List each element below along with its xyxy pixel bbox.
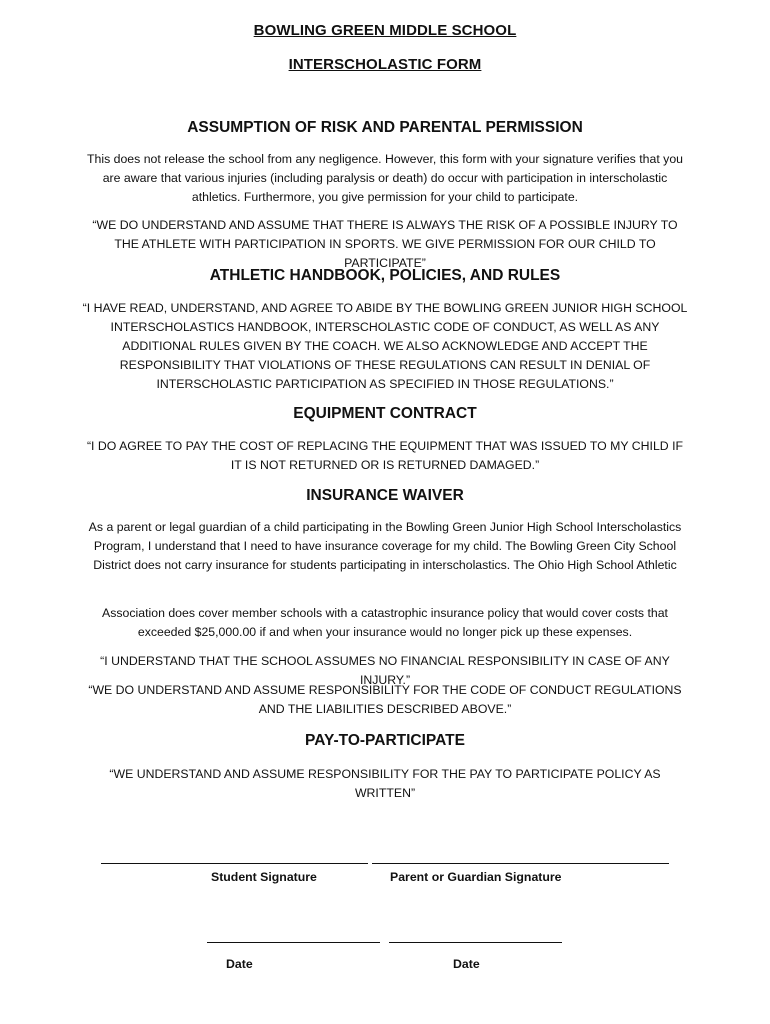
equipment-paragraph-1: “I DO AGREE TO PAY THE COST OF REPLACING THE EQUIPMENT THAT WAS ISSUED TO MY CHILD IF IT IS NOT RETURNED OR IS RETURNED DAMAGED.” (86, 439, 684, 472)
school-title: BOWLING GREEN MIDDLE SCHOOL (253, 22, 517, 39)
insurance-paragraph-2: Association does cover member schools with a catastrophic insurance policy that would cover costs that exceeded $25,000.00 if and when your insurance would no longer pick up these expenses. (102, 606, 668, 639)
parent-signature-label: Parent or Guardian Signature (390, 870, 562, 884)
pay-paragraph-1: “WE UNDERSTAND AND ASSUME RESPONSIBILITY FOR THE PAY TO PARTICIPATE POLICY AS WRITTEN” (109, 767, 661, 800)
form-title: INTERSCHOLASTIC FORM (288, 56, 482, 73)
handbook-paragraph-1: “I HAVE READ, UNDERSTAND, AND AGREE TO ABIDE BY THE BOWLING GREEN JUNIOR HIGH SCHOOL INTERSCHOLASTICS HANDBOOK, INTERSCHOLASTIC CODE OF CONDUCT, AS WELL AS ANY ADDITIONAL RULES GIVEN BY THE COACH. WE ALSO ACKNOWLEDGE AND ACCEPT THE RESPONSIBILITY THAT VIOLATIONS OF THESE REGULATIONS CAN RESULT IN DENIAL OF INTERSCHOLASTIC PARTICIPATION AS SPECIFIED IN THOSE REGULATIONS.” (82, 301, 688, 391)
parent-date-line[interactable] (389, 942, 562, 943)
equipment-heading: EQUIPMENT CONTRACT (293, 405, 477, 422)
student-signature-line[interactable] (101, 863, 368, 864)
parent-signature-line[interactable] (372, 863, 669, 864)
student-date-line[interactable] (207, 942, 380, 943)
insurance-heading: INSURANCE WAIVER (306, 487, 464, 504)
parent-date-label: Date (453, 957, 480, 971)
risk-heading: ASSUMPTION OF RISK AND PARENTAL PERMISSION (187, 119, 583, 136)
student-signature-label: Student Signature (211, 870, 317, 884)
risk-paragraph-1: This does not release the school from any negligence. However, this form with your signature verifies that you are aware that various injuries (including paralysis or death) do occur with participation in interscholastic athletics. Furthermore, you give permission for your child to participate. (86, 152, 683, 204)
insurance-paragraph-4: “WE DO UNDERSTAND AND ASSUME RESPONSIBILITY FOR THE CODE OF CONDUCT REGULATIONS AND THE LIABILITIES DESCRIBED ABOVE.” (88, 683, 682, 716)
handbook-heading: ATHLETIC HANDBOOK, POLICIES, AND RULES (209, 267, 561, 284)
pay-heading: PAY-TO-PARTICIPATE (305, 732, 465, 749)
insurance-paragraph-1: As a parent or legal guardian of a child participating in the Bowling Green Junior High School Interscholastics Program, I understand that I need to have insurance coverage for my child. The Bowling Green City School District does not carry insurance for students participating in interscholastics. The Ohio High School Athletic (88, 520, 682, 572)
risk-paragraph-2: “WE DO UNDERSTAND AND ASSUME THAT THERE IS ALWAYS THE RISK OF A POSSIBLE INJURY TO THE ATHLETE WITH PARTICIPATION IN SPORTS. WE GIVE PERMISSION FOR OUR CHILD TO PARTICIPATE” (92, 218, 678, 270)
insurance-paragraph-3: “I UNDERSTAND THAT THE SCHOOL ASSUMES NO FINANCIAL RESPONSIBILITY IN CASE OF ANY INJURY.” (100, 654, 670, 687)
student-date-label: Date (226, 957, 253, 971)
